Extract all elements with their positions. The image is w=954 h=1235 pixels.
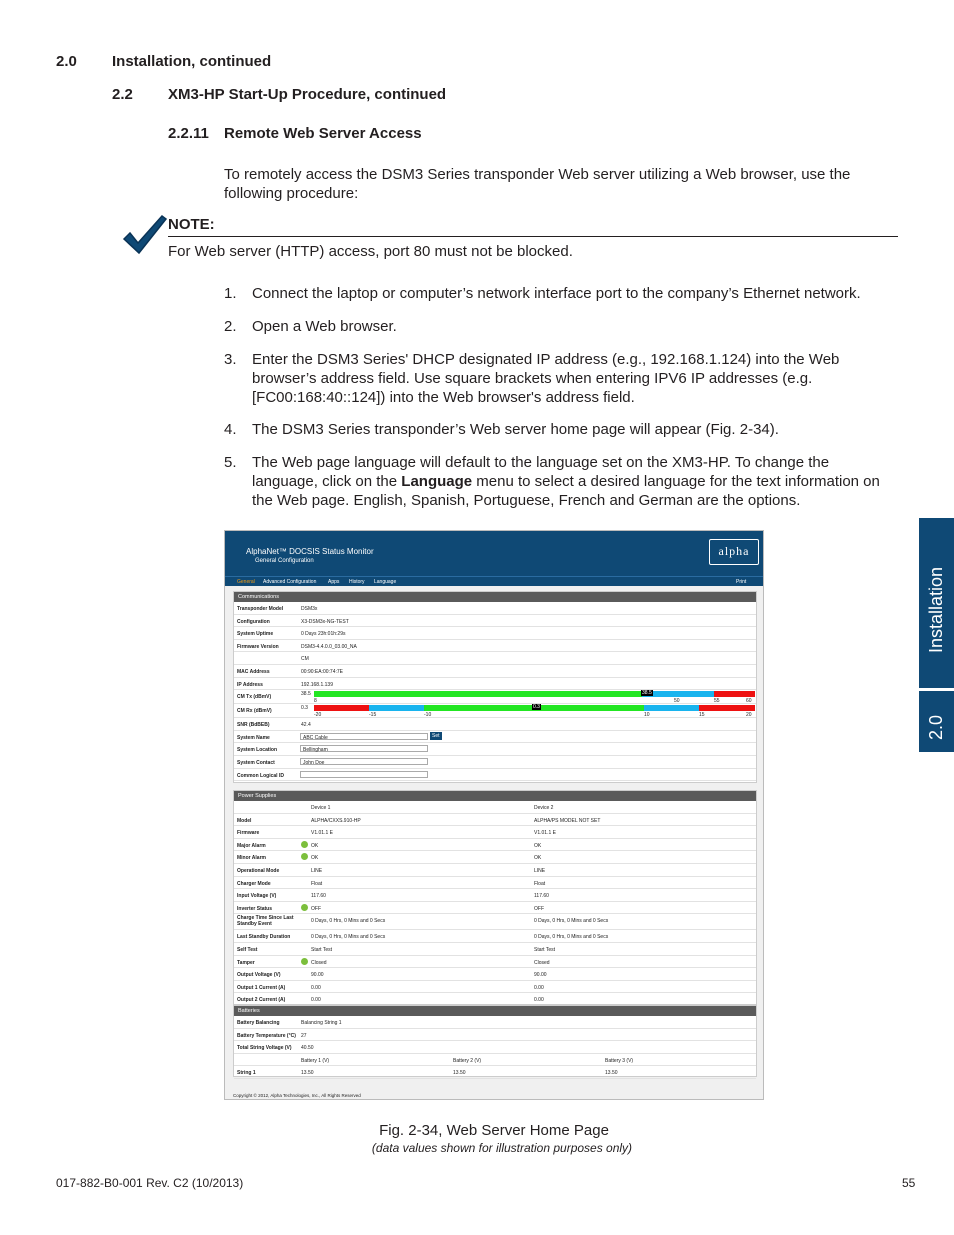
row-label: Model xyxy=(237,817,252,824)
row-value: 00:90:EA:00:74:7E xyxy=(301,668,343,675)
row-label: Last Standby Duration xyxy=(237,934,291,941)
tx-bar-red xyxy=(714,691,755,697)
checkmark-icon xyxy=(122,213,168,255)
rx-bar-blue xyxy=(369,705,424,711)
row-label: SNR (BdBEB) xyxy=(237,722,270,729)
device1-value: 90.00 xyxy=(311,972,324,979)
power-supplies-panel xyxy=(233,790,757,1005)
step-text: Open a Web browser. xyxy=(252,318,397,335)
table-row xyxy=(234,889,756,902)
device1-value: OFF xyxy=(311,905,321,912)
footer-page-number: 55 xyxy=(902,1176,916,1190)
table-row xyxy=(234,756,756,769)
side-tab-label: Installation xyxy=(926,566,946,653)
row-value: 13.50 xyxy=(605,1070,618,1077)
row-label: CM Rx (dBmV) xyxy=(237,708,272,715)
row-value: 40.50 xyxy=(301,1045,314,1052)
column-header: Battery 3 (V) xyxy=(605,1057,634,1064)
row-label: Minor Alarm xyxy=(237,855,266,862)
rx-marker: 0.3 xyxy=(533,704,540,711)
table-header-row xyxy=(234,801,756,814)
table-row xyxy=(234,1066,756,1079)
row-value: John Doe xyxy=(303,759,325,766)
column-header: Battery 2 (V) xyxy=(453,1057,482,1064)
row-value: DSM3-4.4.0.0_03.00_NA xyxy=(301,643,357,650)
app-title: AlphaNet™ DOCSIS Status Monitor xyxy=(246,547,374,556)
table-row xyxy=(234,1029,756,1042)
row-label: Firmware Version xyxy=(237,643,279,650)
row-label: Battery Temperature (°C) xyxy=(237,1032,296,1039)
table-row xyxy=(234,851,756,864)
row-value: 42.4 xyxy=(301,722,311,729)
ok-status-icon xyxy=(301,958,308,965)
row-label: MAC Address xyxy=(237,668,270,675)
row-value: 38.5 xyxy=(301,691,311,698)
step-text-part: The Web page language will default to the language set on the XM3-HP. To change the language, click on the xyxy=(252,454,830,490)
row-label: Transponder Model xyxy=(237,606,284,612)
table-row xyxy=(234,930,756,943)
common-logical-id-input[interactable] xyxy=(300,771,428,778)
intro-paragraph: To remotely access the DSM3 Series transponder Web server utilizing a Web browser, use the following procedure: xyxy=(224,166,851,202)
tick-label: 50 xyxy=(674,698,680,705)
tick-label: 20 xyxy=(746,712,752,719)
device1-value: 0.00 xyxy=(311,997,321,1004)
row-label: Battery Balancing xyxy=(237,1020,280,1026)
cm-rx-row xyxy=(234,704,756,718)
note-rule xyxy=(168,236,898,237)
nav-print[interactable]: Print xyxy=(736,579,747,585)
tick-label: 8 xyxy=(314,698,317,705)
tick-label: 15 xyxy=(699,712,705,719)
step-number: 1. xyxy=(224,285,237,302)
step-text: Enter the DSM3 Series' DHCP designated IP address (e.g., 192.168.1.124) into the Web browser’s address field. Use square brackets when entering IPV6 IP addresses (e.g. [FC00:168:40::124]) into the Web browser's address field. xyxy=(252,351,840,406)
device2-value: Start Test xyxy=(534,946,556,953)
table-row xyxy=(234,902,756,915)
device2-value: OK xyxy=(534,855,542,862)
row-value: 13.50 xyxy=(453,1070,466,1077)
row-label: System Location xyxy=(237,747,278,754)
language-emphasis: Language xyxy=(401,473,473,490)
table-row xyxy=(234,615,756,628)
device2-value: ALPHA/PS MODEL NOT SET xyxy=(534,817,601,824)
table-header-row xyxy=(234,1054,756,1067)
side-tab-number: 2.0 xyxy=(926,714,946,740)
figure-caption: Fig. 2-34, Web Server Home Page xyxy=(379,1122,609,1139)
table-row xyxy=(234,839,756,852)
step-text-part: menu to select a desired language for the text information on the Web page. English, Spanish, Portuguese, French and German are the options. xyxy=(252,473,880,509)
device2-value: OK xyxy=(534,842,542,849)
row-label: Charger Mode xyxy=(237,880,271,887)
communications-panel xyxy=(233,591,757,783)
nav-general[interactable]: General xyxy=(237,579,255,585)
device2-value: Closed xyxy=(534,959,550,966)
device1-value: Closed xyxy=(311,959,327,966)
device2-value: LINE xyxy=(534,867,546,874)
nav-advanced-configuration[interactable]: Advanced Configuration xyxy=(263,579,317,585)
column-header: Device 2 xyxy=(534,805,554,811)
table-row xyxy=(234,826,756,839)
section-title: Installation, continued xyxy=(112,53,272,70)
row-value: 192.168.1.139 xyxy=(301,681,333,688)
table-row xyxy=(234,640,756,653)
table-row xyxy=(234,968,756,981)
table-row xyxy=(234,814,756,827)
device2-value: OFF xyxy=(534,905,544,912)
panel-title: Batteries xyxy=(234,1006,756,1016)
step-text: The DSM3 Series transponder’s Web server home page will appear (Fig. 2-34). xyxy=(252,421,779,438)
tick-label: 10 xyxy=(644,712,650,719)
table-row xyxy=(234,877,756,890)
column-header: Battery 1 (V) xyxy=(301,1057,330,1064)
tick-label: 60 xyxy=(746,698,752,705)
rx-bar-red xyxy=(314,705,369,711)
device1-value: OK xyxy=(311,855,319,862)
device2-value: 90.00 xyxy=(534,972,547,979)
subsubsection-number: 2.2.11 xyxy=(168,125,209,142)
device1-value: Float xyxy=(311,880,323,887)
row-label: Self Test xyxy=(237,946,258,953)
row-value: 0.3 xyxy=(301,705,308,712)
ok-status-icon xyxy=(301,841,308,848)
tx-bar-blue xyxy=(642,691,714,697)
row-label: System Contact xyxy=(237,759,275,766)
row-value: 0 Days 23h:01h:29s xyxy=(301,631,346,638)
table-row xyxy=(234,956,756,969)
nav-history[interactable]: History xyxy=(349,579,365,585)
tick-label: 55 xyxy=(714,698,720,705)
screenshot-copyright: Copyright © 2012, Alpha Technologies, Inc., All Rights Reserved xyxy=(233,1093,361,1098)
device1-value: Start Test xyxy=(311,946,333,953)
row-value: 13.50 xyxy=(301,1070,314,1077)
panel-title: Power Supplies xyxy=(234,791,756,801)
section-number: 2.0 xyxy=(56,53,77,70)
row-value: X3-DSM3x-NG-TEST xyxy=(301,618,349,625)
row-value: Bellingham xyxy=(303,747,328,754)
device2-value: 0.00 xyxy=(534,984,544,991)
subsubsection-title: Remote Web Server Access xyxy=(224,125,422,142)
power-supply-rows xyxy=(234,814,756,1006)
row-label: Charge Time Since Last Standby Event xyxy=(237,915,294,928)
table-row xyxy=(234,652,756,665)
table-row xyxy=(234,602,756,615)
nav-apps[interactable]: Apps xyxy=(328,579,340,585)
nav-language[interactable]: Language xyxy=(374,579,397,585)
device2-value: 117.60 xyxy=(534,893,549,900)
table-row xyxy=(234,1016,756,1029)
row-label: Inverter Status xyxy=(237,905,273,912)
row-label: Tamper xyxy=(237,959,255,966)
row-label: Total String Voltage (V) xyxy=(237,1045,292,1052)
step-number: 3. xyxy=(224,351,237,368)
figure-subcaption: (data values shown for illustration purposes only) xyxy=(371,1141,633,1155)
table-row xyxy=(234,864,756,877)
row-label: CM Tx (dBmV) xyxy=(237,694,272,701)
row-value: 27 xyxy=(301,1032,307,1039)
tick-label: -20 xyxy=(314,712,322,719)
row-label: Operational Mode xyxy=(237,867,280,874)
tx-bar-green xyxy=(314,691,643,697)
batteries-panel xyxy=(233,1005,757,1077)
device2-value: Float xyxy=(534,880,546,887)
row-label: Input Voltage (V) xyxy=(237,893,277,900)
step-number: 5. xyxy=(224,454,237,471)
device1-value: 0 Days, 0 Hrs, 0 Mins and 0 Secs xyxy=(311,934,386,941)
subsection-title: XM3-HP Start-Up Procedure, continued xyxy=(168,86,447,103)
table-row xyxy=(234,678,756,691)
tick-label: -10 xyxy=(424,712,432,719)
device2-value: 0 Days, 0 Hrs, 0 Mins and 0 Secs xyxy=(534,918,609,925)
subsection-number: 2.2 xyxy=(112,86,133,103)
rx-bar-blue xyxy=(644,705,699,711)
table-row xyxy=(234,731,756,744)
row-label: System Uptime xyxy=(237,631,274,638)
rx-bar-red xyxy=(699,705,755,711)
device1-value: OK xyxy=(311,842,319,849)
device1-value: V1.01.1 E xyxy=(311,830,333,837)
row-label: Output Voltage (V) xyxy=(237,972,281,979)
note-label: NOTE: xyxy=(168,216,215,233)
row-value: DSM3x xyxy=(301,606,318,612)
tick-label: -15 xyxy=(369,712,377,719)
row-label: System Name xyxy=(237,734,270,741)
side-tab-divider xyxy=(919,688,954,691)
device1-value: 0.00 xyxy=(311,984,321,991)
step-text: Connect the laptop or computer’s network interface port to the company’s Ethernet network. xyxy=(252,285,861,302)
table-row xyxy=(234,914,756,930)
row-label: Output 2 Current (A) xyxy=(237,997,286,1004)
alpha-logo: alpha xyxy=(709,539,759,565)
device1-value: LINE xyxy=(311,867,323,874)
step-text xyxy=(252,453,892,510)
step-number: 4. xyxy=(224,421,237,438)
column-header: Device 1 xyxy=(311,805,331,811)
set-button[interactable]: Set xyxy=(432,732,440,739)
device1-value: 0 Days, 0 Hrs, 0 Mins and 0 Secs xyxy=(311,918,386,925)
row-value: ABC Cable xyxy=(303,734,328,741)
ok-status-icon xyxy=(301,904,308,911)
device1-value: 117.60 xyxy=(311,893,326,900)
table-row xyxy=(234,981,756,994)
tx-marker: 38.5 xyxy=(642,690,652,697)
row-value: CM xyxy=(301,656,309,663)
row-label: IP Address xyxy=(237,681,263,688)
table-row xyxy=(234,665,756,678)
screenshot-header xyxy=(225,531,764,576)
ok-status-icon xyxy=(301,853,308,860)
device2-value: 0.00 xyxy=(534,997,544,1004)
app-subtitle: General Configuration xyxy=(255,558,314,564)
device2-value: 0 Days, 0 Hrs, 0 Mins and 0 Secs xyxy=(534,934,609,941)
device1-value: ALPHA/CXXS.910-HP xyxy=(311,817,361,824)
table-row xyxy=(234,743,756,756)
panel-title: Communications xyxy=(234,592,756,602)
row-label: Common Logical ID xyxy=(237,772,284,779)
web-server-screenshot xyxy=(224,530,764,1100)
table-row xyxy=(234,1041,756,1054)
table-row xyxy=(234,718,756,731)
table-row xyxy=(234,943,756,956)
device2-value: V1.01.1 E xyxy=(534,830,556,837)
table-row xyxy=(234,769,756,782)
row-label: Configuration xyxy=(237,618,270,625)
table-row xyxy=(234,627,756,640)
row-label: Firmware xyxy=(237,830,260,837)
footer-doc-number: 017-882-B0-001 Rev. C2 (10/2013) xyxy=(56,1176,244,1190)
section-side-tab xyxy=(919,518,954,752)
note-text: For Web server (HTTP) access, port 80 must not be blocked. xyxy=(168,243,573,260)
row-label: Major Alarm xyxy=(237,842,266,849)
row-label: String 1 xyxy=(237,1070,256,1077)
cm-tx-row xyxy=(234,690,756,704)
row-label: Output 1 Current (A) xyxy=(237,984,286,991)
row-value: Balancing String 1 xyxy=(301,1020,342,1026)
screenshot-nav xyxy=(225,576,764,586)
step-number: 2. xyxy=(224,318,237,335)
